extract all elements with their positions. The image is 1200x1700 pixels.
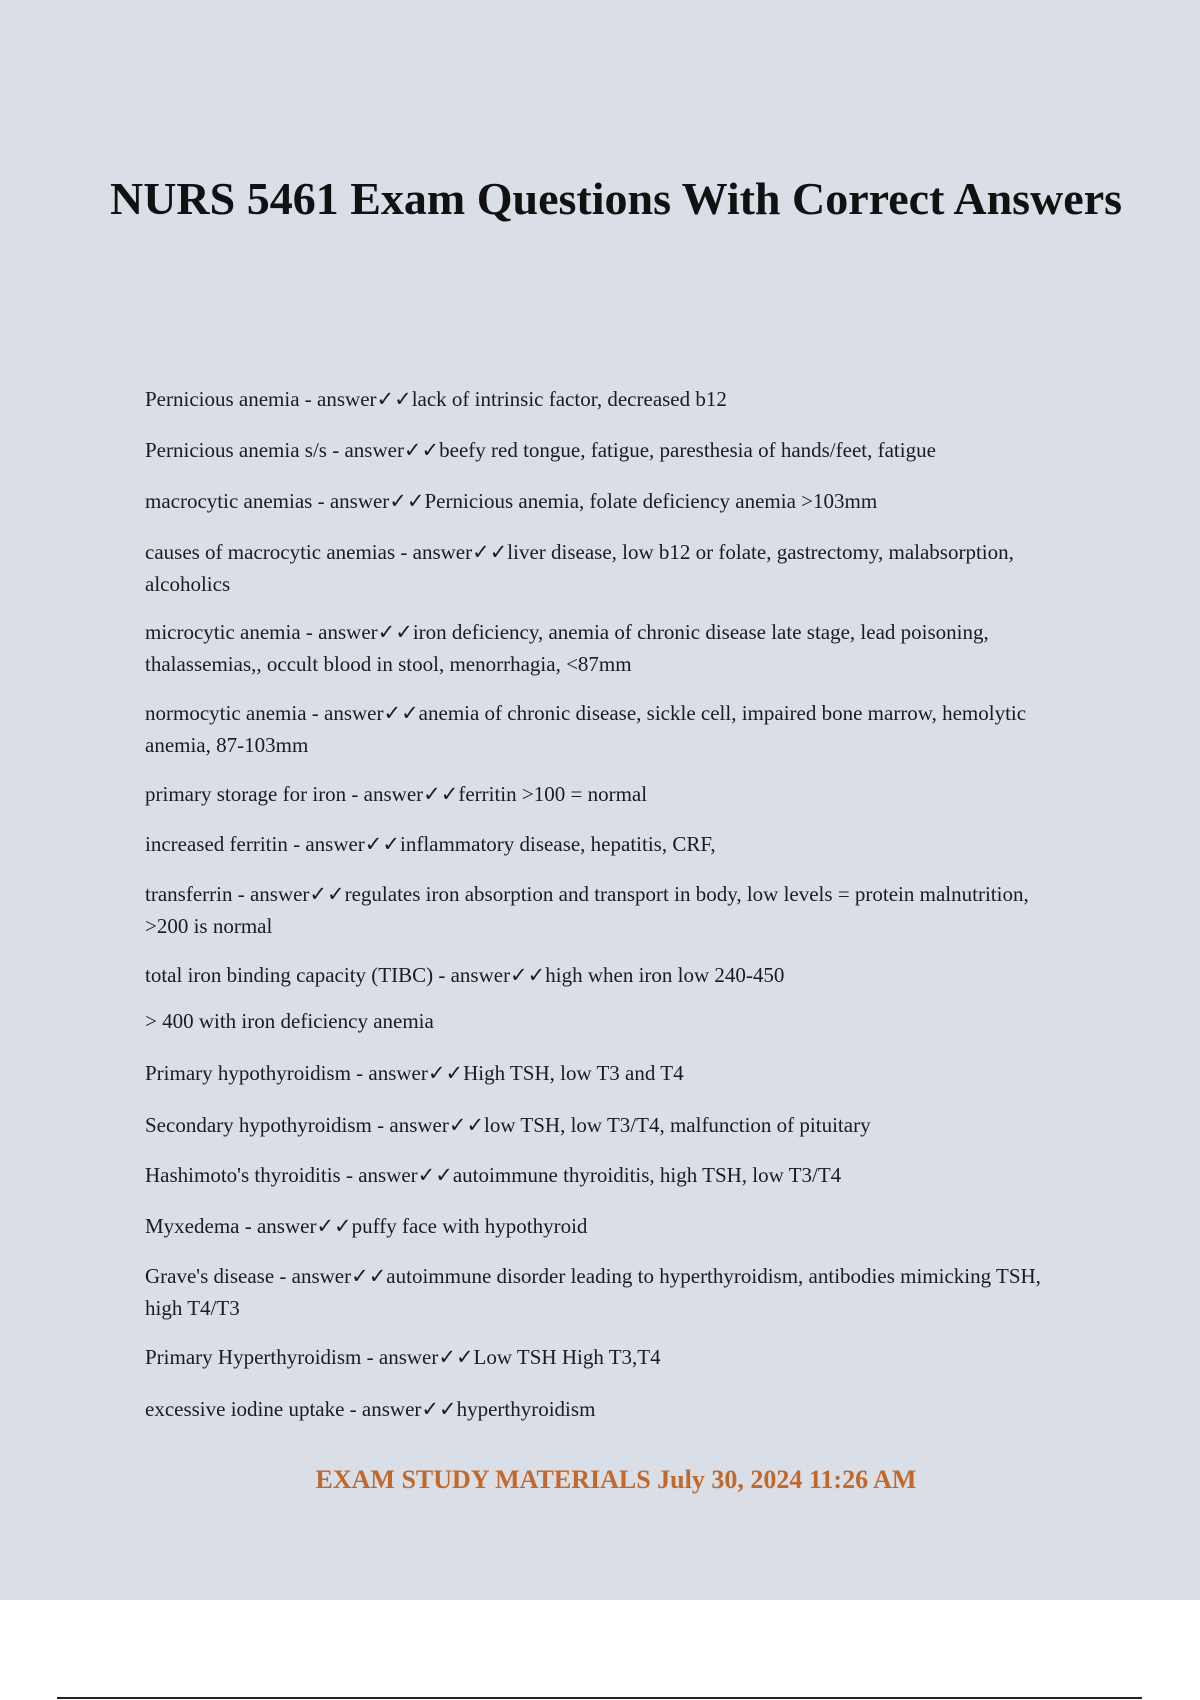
qa-item: Pernicious anemia s/s - answer✓✓beefy red tongue, fatigue, paresthesia of hands/feet, fatigue [145,438,936,462]
qa-item: normocytic anemia - answer✓✓anemia of chronic disease, sickle cell, impaired bone marrow, hemolytic anemia, 87-103mm [145,701,1027,757]
qa-item: Secondary hypothyroidism - answer✓✓low TSH, low T3/T4, malfunction of pituitary [145,1113,871,1137]
qa-item: increased ferritin - answer✓✓inflammatory disease, hepatitis, CRF, [145,832,716,856]
qa-item: macrocytic anemias - answer✓✓Pernicious anemia, folate deficiency anemia >103mm [145,489,878,513]
qa-item: Primary Hyperthyroidism - answer✓✓Low TSH High T3,T4 [145,1345,661,1369]
qa-item: primary storage for iron - answer✓✓ferritin >100 = normal [145,782,648,806]
qa-item: Pernicious anemia - answer✓✓lack of intrinsic factor, decreased b12 [145,387,727,411]
qa-item: causes of macrocytic anemias - answer✓✓liver disease, low b12 or folate, gastrectomy, malabsorption, alcoholics [145,540,1014,596]
qa-item: Primary hypothyroidism - answer✓✓High TSH, low T3 and T4 [145,1061,684,1085]
qa-item: total iron binding capacity (TIBC) - answer✓✓high when iron low 240-450 [145,963,785,987]
qa-item: excessive iodine uptake - answer✓✓hyperthyroidism [145,1397,596,1421]
bottom-divider [57,1697,1142,1699]
qa-item: Myxedema - answer✓✓puffy face with hypothyroid [145,1214,588,1238]
qa-item: Grave's disease - answer✓✓autoimmune disorder leading to hyperthyroidism, antibodies mimicking TSH, high T4/T3 [145,1264,1041,1320]
qa-item: transferrin - answer✓✓regulates iron absorption and transport in body, low levels = protein malnutrition, >200 is normal [145,882,1029,938]
footer-stamp: EXAM STUDY MATERIALS July 30, 2024 11:26 AM [315,1465,917,1494]
qa-item: Hashimoto's thyroiditis - answer✓✓autoimmune thyroiditis, high TSH, low T3/T4 [145,1163,842,1187]
qa-list [145,383,1075,1425]
qa-item: > 400 with iron deficiency anemia [145,1009,434,1033]
qa-item: microcytic anemia - answer✓✓iron deficiency, anemia of chronic disease late stage, lead poisoning, thalassemias,, occult blood in stool, menorrhagia, <87mm [145,620,989,676]
document-title: NURS 5461 Exam Questions With Correct Answers [109,173,1123,224]
